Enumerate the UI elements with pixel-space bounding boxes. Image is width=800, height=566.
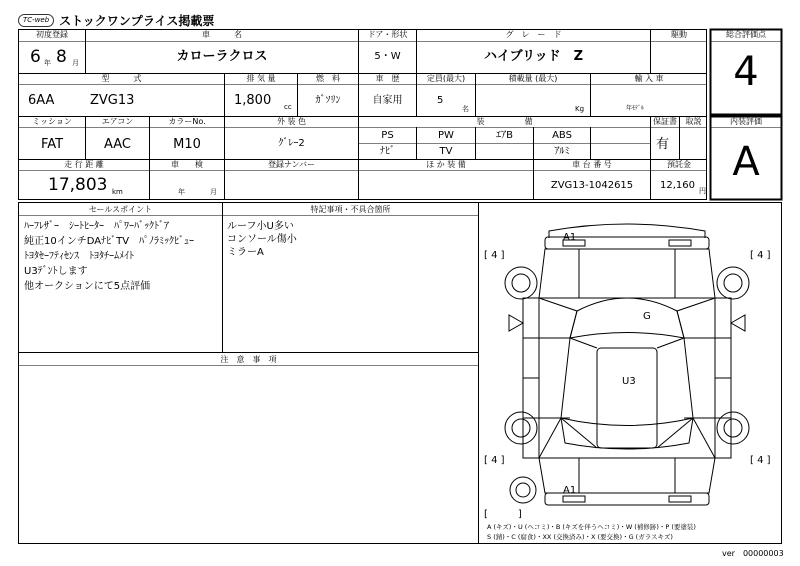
sales-point-line: ﾄﾖﾀｾｰﾌﾃｨｾﾝｽ ﾄﾖﾀﾁｰﾑﾒｲﾄ: [24, 251, 134, 262]
load-capacity-label: 積載量 (最大): [508, 74, 558, 83]
aircon: AAC: [104, 137, 131, 152]
model-prefix: 6AA: [28, 93, 55, 108]
tire-front-right: [717, 267, 749, 299]
interior-score: A: [732, 139, 760, 185]
first-registration-year: 6: [30, 47, 41, 67]
displacement-label: 排 気 量: [246, 74, 276, 83]
model-label: 型 式: [101, 74, 142, 83]
door-shape: 5・W: [374, 51, 401, 62]
model-year-label: 年ﾓﾃﾞﾙ: [626, 105, 645, 112]
sales-point-line: 他オークションにて5点評価: [24, 281, 151, 292]
plate-number-label: 登録ナンバー: [267, 160, 316, 169]
exterior-color: ｸﾞﾚｰ2: [278, 138, 305, 149]
inspection-label: 車 検: [171, 160, 203, 169]
month-unit: 月: [72, 59, 79, 67]
roof-panel: [597, 348, 657, 448]
equipment-navi: ﾅﾋﾞ: [380, 146, 395, 157]
tire-rear-left-rating: [ 4 ]: [484, 455, 505, 466]
manual-label: 取説: [685, 117, 702, 126]
first-registration-label: 初度登録: [36, 30, 68, 39]
special-note-line: ルーフ小U多い: [227, 221, 294, 232]
color-number-label: カラーNo.: [168, 117, 206, 126]
load-unit: Kg: [575, 105, 585, 113]
exterior-color-label: 外 装 色: [276, 117, 307, 126]
other-equipment-label: ほ か 装 備: [426, 160, 466, 169]
damage-diagram: [479, 203, 781, 543]
caution-label: 注 意 事 項: [220, 355, 277, 364]
mileage: 17,803: [48, 175, 108, 195]
aircon-label: エアコン: [101, 117, 134, 126]
km-unit: km: [112, 188, 123, 196]
windshield-panel: [570, 298, 684, 338]
mission-label: ミッション: [32, 117, 72, 126]
mileage-label: 走 行 距 離: [64, 160, 104, 169]
fuel-label: 燃 料: [316, 74, 340, 83]
year-unit: 年: [44, 59, 51, 67]
hood-panel: [539, 249, 715, 298]
equipment-label: 装 備: [476, 117, 533, 126]
document-title: ストックワンプライス掲載票: [59, 13, 215, 28]
car-name-label: 車 名: [202, 30, 242, 39]
windshield-mark: G: [643, 311, 651, 322]
sales-point-line: 純正10インチDAﾅﾋﾞTV ﾊﾟﾉﾗﾐｯｸﾋﾞｭｰ: [24, 236, 195, 247]
tire-front-left-rating: [ 4 ]: [484, 250, 505, 261]
overall-score: 4: [733, 49, 759, 95]
sales-point-line: ﾊｰﾌﾚｻﾞｰ ｼｰﾄﾋｰﾀｰ ﾊﾟﾜｰﾊﾞｯｸﾄﾞｱ: [24, 221, 169, 232]
tire-rear-right: [717, 412, 749, 444]
equipment-ps: PS: [381, 130, 394, 141]
capacity-label: 定員(最大): [426, 74, 466, 83]
special-notes: [227, 220, 475, 259]
equipment-tv: TV: [439, 146, 453, 157]
interior-score-label: 内装評価: [730, 117, 762, 126]
recycle-deposit: 12,160: [660, 180, 695, 191]
sales-points: [24, 219, 220, 294]
warranty-label: 保証書: [653, 117, 677, 126]
inspection-month-unit: 月: [210, 188, 217, 196]
front-light-right: [669, 240, 691, 246]
tire-rear-left: [505, 412, 537, 444]
tire-front-right-rating: [ 4 ]: [750, 250, 771, 261]
front-bumper-mark: A1: [563, 232, 577, 243]
equipment-airbag: ｴｱB: [496, 130, 513, 141]
special-note-line: ミラーA: [227, 247, 264, 258]
color-number: M10: [173, 137, 201, 152]
legend-line-1: A (キズ)・U (ヘコミ)・B (キズを伴うヘコミ)・W (補修跡)・P (要塗装): [487, 523, 696, 531]
tire-front-left: [505, 267, 537, 299]
grade: ハイブリッド Z: [484, 49, 583, 64]
drive-label: 駆動: [671, 30, 687, 39]
legend-line-2: S (錆)・C (腐食)・XX (交換済み)・X (要交換)・G (ガラスキズ): [487, 533, 673, 541]
door-shape-label: ドア・形状: [367, 30, 408, 39]
tire-rear-right-rating: [ 4 ]: [750, 455, 771, 466]
vehicle-history: 自家用: [372, 95, 403, 106]
overall-score-label: 総合評価点: [726, 30, 766, 39]
roof-mark: U3: [622, 376, 636, 387]
equipment-pw: PW: [438, 130, 454, 141]
car-name: カローラクロス: [176, 49, 268, 64]
displacement: 1,800: [234, 93, 272, 108]
vehicle-history-label: 車 歴: [375, 74, 400, 83]
rear-bumper-mark: A1: [563, 485, 577, 496]
first-registration-month: 8: [56, 47, 67, 67]
capacity: 5: [437, 95, 444, 106]
grade-label: グ レ ー ド: [505, 30, 562, 39]
sales-point-line: U3ﾃﾞﾝﾄします: [24, 266, 88, 277]
equipment-alloy: ｱﾙﾐ: [554, 146, 570, 157]
tcweb-logo: TC-web: [18, 14, 54, 27]
import-car-label: 輸 入 車: [634, 74, 664, 83]
inspection-year-unit: 年: [178, 188, 185, 196]
capacity-unit: 名: [462, 105, 469, 113]
version-number: ver 00000003: [722, 549, 784, 558]
yen-unit: 円: [699, 187, 706, 195]
mission: FAT: [40, 137, 64, 152]
warranty: 有: [656, 137, 670, 152]
vin-label: 車 台 番 号: [572, 160, 612, 169]
recycle-deposit-label: 預託金: [667, 160, 691, 169]
spare-tire-rating: [ ]: [484, 509, 522, 520]
cc-unit: cc: [284, 103, 292, 111]
special-notes-label: 特記事項・不具合箇所: [310, 205, 391, 214]
model-code: ZVG13: [90, 93, 135, 108]
spare-tire: [510, 477, 536, 503]
vin: ZVG13-1042615: [550, 180, 634, 191]
special-note-line: コンソール傷小: [227, 234, 297, 245]
sales-points-label: セールスポイント: [88, 205, 153, 214]
equipment-abs: ABS: [552, 130, 572, 141]
fuel: ｶﾞｿﾘﾝ: [315, 95, 341, 106]
